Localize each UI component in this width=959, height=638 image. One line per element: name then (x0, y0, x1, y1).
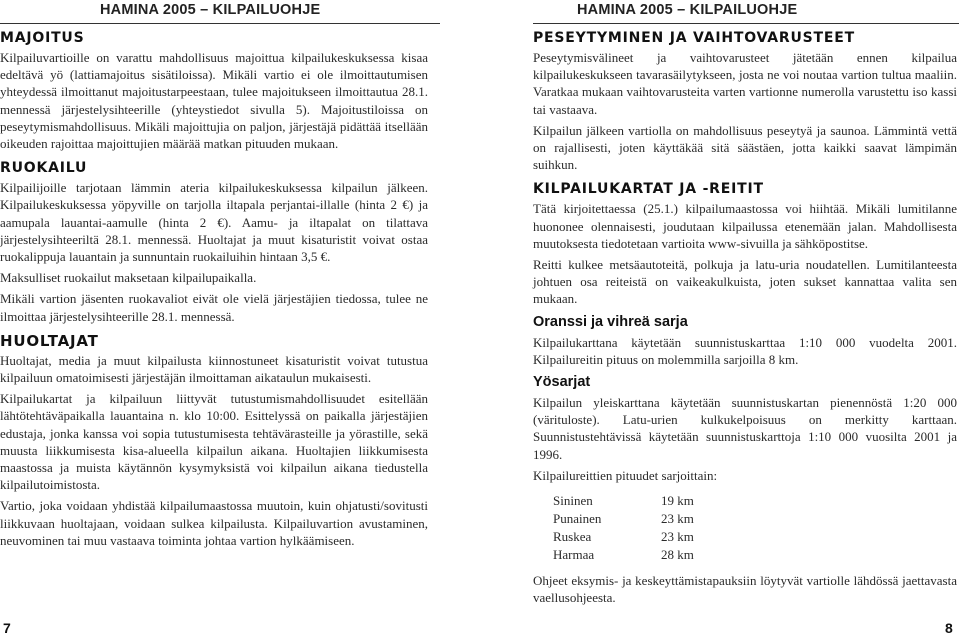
majoitus-paragraph: Kilpailuvartioille on varattu mahdollisuus majoittua kilpailukeskuksessa kisaa edeltävä yö (lattiamajoitus sisätiloissa). Mikäli vartio ei ole ilmoittautumisen yhteydessä ilmoittanut majoitustarpeestaan, tulee majoitukseen ilmoittautua 28.1. mennessä järjestelysihteerille (yhteystiedot sivulla 5). Majoitustiloissa on peseytymismahdollisuus. Mikäli majoittujia on paljon, järjestäjä pidättää itsellään oikeuden rajoittaa majoittujien määrää matkan pituuden mukaan. (0, 50, 428, 152)
peseytyminen-heading: PESEYTYMINEN JA VAIHTOVARUSTEET (533, 30, 855, 46)
right-page-header (533, 2, 959, 24)
left-page-number: 7 (3, 620, 11, 636)
left-page-header (0, 2, 440, 24)
right-content (533, 30, 957, 610)
ruokailu-paragraph-3: Mikäli vartion jäsenten ruokavaliot eivät ole vielä järjestäjien tiedossa, tulee ne ilmoittaa järjestelysihteerille 28.1. mennessä. (0, 291, 428, 324)
oranssi-heading: Oranssi ja vihreä sarja (533, 313, 688, 330)
huoltajat-paragraph-3: Vartio, joka voidaan yhdistää kilpailumaastossa muutoin, kuin ohjatusti/sovitusti liikkuvaan huoltajaan, voidaan sulkea kilpailusta. Kilpailuvartion avustaminen, neuvominen tai muu vastaava toiminta johtaa vartion hylkäämiseen. (0, 498, 428, 548)
route-series-name: Ruskea (553, 529, 592, 545)
route-length-value: 19 km (661, 493, 694, 509)
ruokailu-paragraph-2: Maksulliset ruokailut maksetaan kilpailupaikalla. (0, 270, 257, 286)
huoltajat-paragraph-1: Huoltajat, media ja muut kilpailusta kiinnostuneet kisaturistit voivat tutustua kilpailuun omatoimisesti järjestäjän ilmoittaman aikataulun mukaisesti. (0, 352, 428, 386)
route-lengths-list (553, 492, 957, 564)
peseytyminen-paragraph-1: Peseytymisvälineet ja vaihtovarusteet jätetään ennen kilpailua kilpailukeskukseen tavarasäilytykseen, josta ne voi noutaa vartion tultua maaliin. Varatkaa mukaan vaihtovarusteita varten vartionne numerolla varustettu iso kassi tai vastaava. (533, 50, 957, 117)
route-length-row (553, 546, 957, 564)
peseytyminen-paragraph-2: Kilpailun jälkeen vartiolla on mahdollisuus peseytyä ja saunoa. Lämmintä vettä on rajallisesti, joten käyttäkää sitä säästäen, jotta kaikki saavat lämpimän suihkun. (533, 122, 957, 173)
route-length-value: 28 km (661, 547, 694, 563)
route-length-value: 23 km (661, 511, 694, 527)
yosarjat-heading: Yösarjat (533, 374, 591, 391)
kartat-paragraph-2: Reitti kulkee metsäautoteitä, polkuja ja latu-uria noudatellen. Lumitilanteesta johtuen osa reiteistä on vaikeakulkuista, joten sukset kannattaa valita sen mukaan. (533, 257, 957, 307)
route-series-name: Sininen (553, 493, 593, 509)
yosarjat-paragraph-1: Kilpailun yleiskarttana käytetään suunnistuskartan pienennöstä 1:20 000 (värituloste). Latu-urien kulkukelpoisuus on merkitty karttaan. Suunnistustehtävissä käytetään suunnistuskarttoja 1:10 000 vuosilta 2001 ja 1996. (533, 395, 957, 462)
majoitus-heading: MAJOITUS (0, 30, 85, 46)
route-length-row (553, 528, 957, 546)
oranssi-paragraph: Kilpailukarttana käytetään suunnistuskarttaa 1:10 000 vuodelta 2001. Kilpailureitin pituus on molemmilla sarjoilla 8 km. (533, 334, 957, 367)
left-header-title: HAMINA 2005 – KILPAILUOHJE (100, 2, 321, 18)
yosarjat-paragraph-3: Ohjeet eksymis- ja keskeyttämistapauksiin löytyvät vartiolle lähdössä jaettavasta vaellusohjeesta. (533, 573, 957, 606)
route-length-value: 23 km (661, 529, 694, 545)
kartat-paragraph-1: Tätä kirjoitettaessa (25.1.) kilpailumaastossa voi hiihtää. Mikäli lumitilanne huononee olennaisesti, joudutaan kilpailussa etenemään jalan. Mahdollisesta muutoksesta tiedotetaan vartioita www-sivuilla ja sähköpostitse. (533, 201, 957, 251)
kartat-heading: KILPAILUKARTAT JA -REITIT (533, 181, 764, 198)
route-length-row (553, 492, 957, 510)
ruokailu-heading: RUOKAILU (0, 160, 88, 177)
left-content (0, 30, 428, 553)
huoltajat-paragraph-2: Kilpailukartat ja kilpailuun liittyvät tutustumismahdollisuudet esitellään lähtötehtäväpaikalla lauantaina n. klo 10:00. Esittelyssä on paikalla järjestäjien edustaja, jonka kanssa voi sopia tutustumisesta tehtävärasteille ja yörastille, sekä muusta liikkumisesta kisa-alueella kilpailun aikana. Huoltajien liikkumisesta maastossa ja muista käytännön kysymyksistä voi kilpailun aikana tiedustella kilpailutoimistosta. (0, 391, 428, 493)
ruokailu-paragraph-1: Kilpailijoille tarjotaan lämmin ateria kilpailukeskuksessa kilpailun jälkeen. Kilpailukeskuksessa yöpyville on tarjolla iltapala perjantai-illalle (hinta 2 €) ja aamupala lauantai-aamulle (hinta 2 €). Aamu- ja iltapalat on tilattava järjestelysihteeriltä 28.1. mennessä. Huoltajat ja muut kisaturistit voivat ostaa ruokalippuja lauantain ja sunnuntain ruokailuihin hintaan 3,5 €. (0, 180, 428, 265)
huoltajat-heading: HUOLTAJAT (0, 331, 99, 350)
route-length-row (553, 510, 957, 528)
route-series-name: Harmaa (553, 547, 595, 563)
route-series-name: Punainen (553, 511, 602, 527)
right-header-title: HAMINA 2005 – KILPAILUOHJE (577, 2, 798, 18)
right-page-number: 8 (945, 620, 953, 636)
yosarjat-paragraph-2: Kilpailureittien pituudet sarjoittain: (533, 467, 718, 483)
